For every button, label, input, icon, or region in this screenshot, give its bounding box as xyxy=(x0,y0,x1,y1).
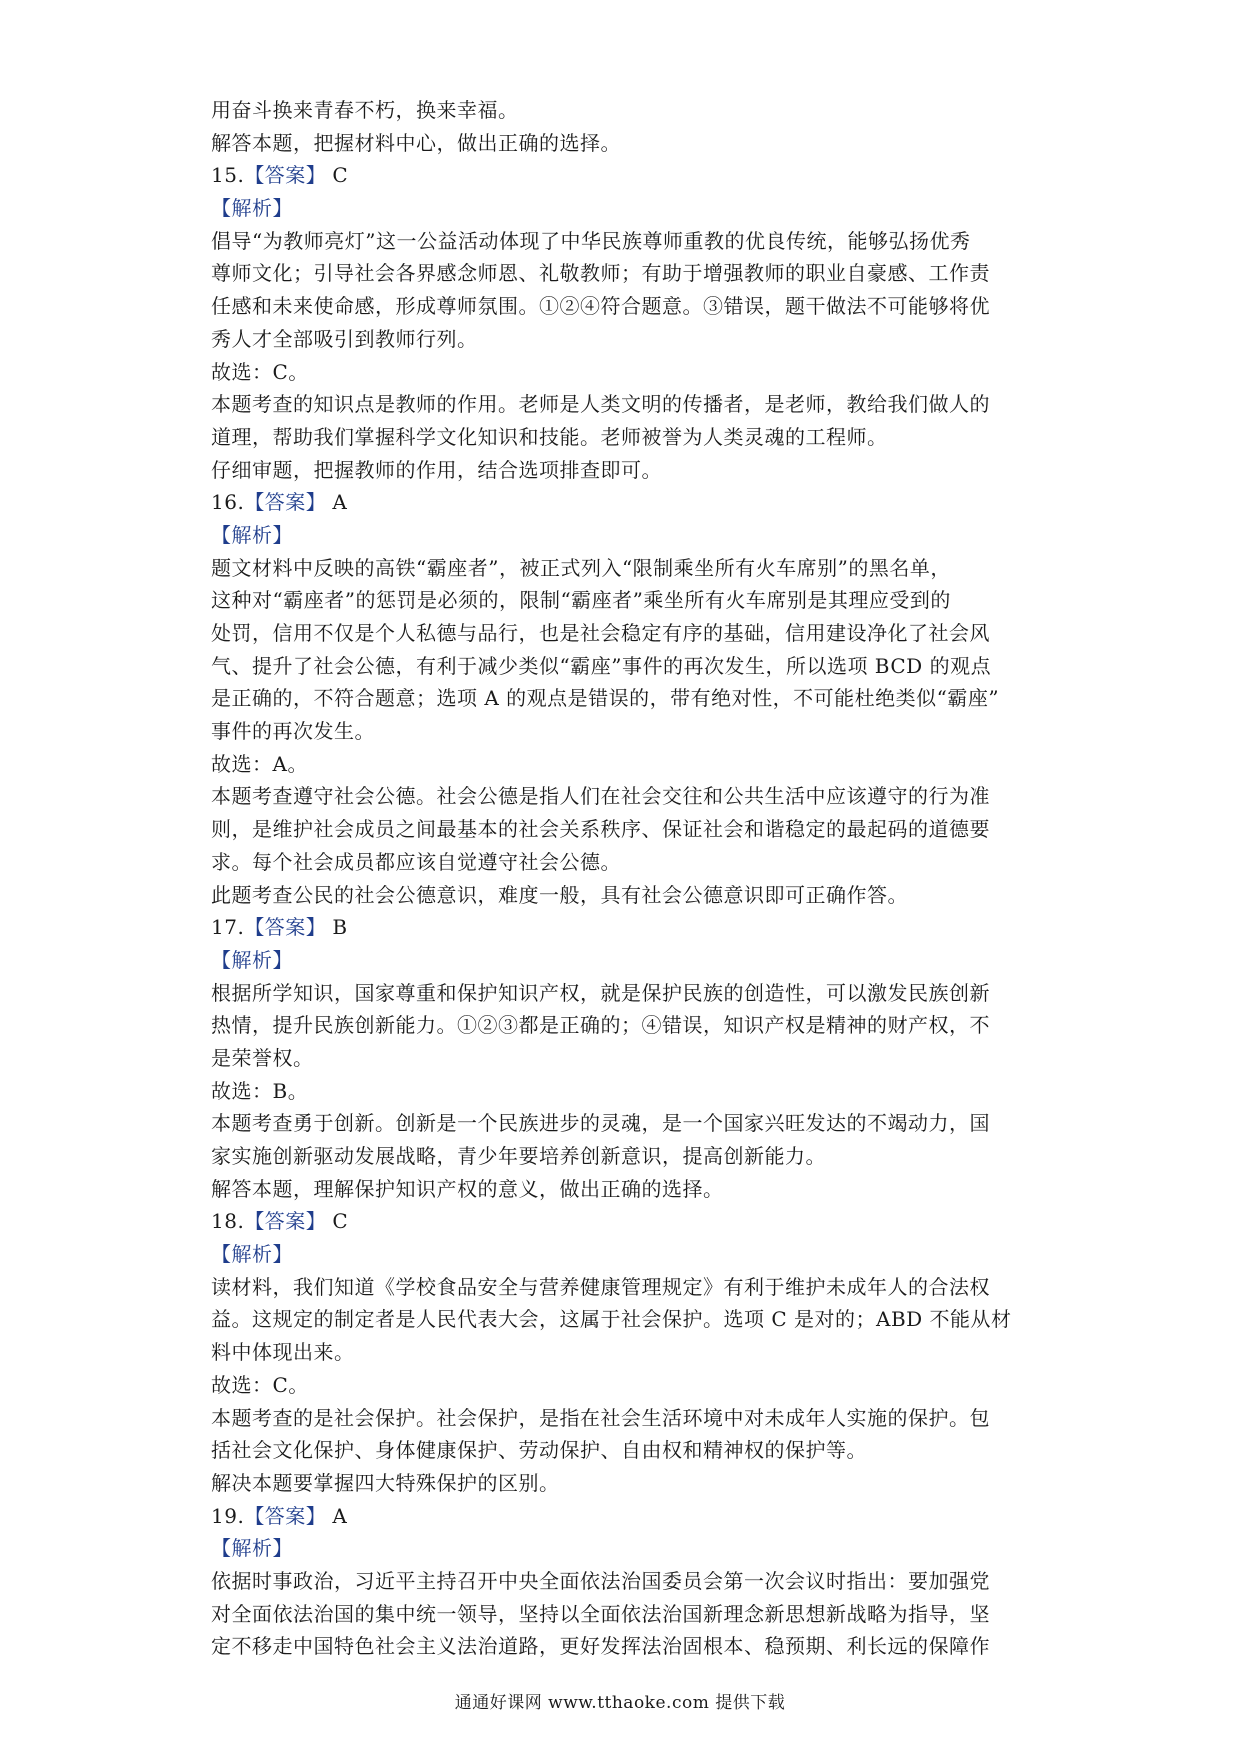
page-footer: 通通好课网 www.tthaoke.com 提供下载 xyxy=(454,1693,786,1713)
text-line: 此题考查公民的社会公德意识，难度一般，具有社会公德意识即可正确作答。 xyxy=(211,882,908,907)
answer-choice: A xyxy=(332,490,348,515)
analysis-heading xyxy=(211,1532,1043,1565)
question-number: 16. xyxy=(211,490,245,515)
answer-heading xyxy=(211,1205,1043,1238)
text-line: 解答本题，把握材料中心，做出正确的选择。 xyxy=(211,130,621,155)
document-body xyxy=(211,94,1043,1663)
text-line: 解答本题，理解保护知识产权的意义，做出正确的选择。 xyxy=(211,1176,724,1201)
text-line: 尊师文化；引导社会各界感念师恩、礼敬教师；有助于增强教师的职业自豪感、工作责 xyxy=(211,261,990,286)
text-line: 故选：C。 xyxy=(211,1372,309,1397)
text-line: 求。每个社会成员都应该自觉遵守社会公德。 xyxy=(211,849,621,874)
analysis-label: 【解析】 xyxy=(211,1242,293,1267)
text-line: 依据时事政治，习近平主持召开中央全面依法治国委员会第一次会议时指出：要加强党 xyxy=(211,1568,990,1593)
text-line: 倡导“为教师亮灯”这一公益活动体现了中华民族尊师重教的优良传统，能够弘扬优秀 xyxy=(211,228,971,253)
text-line: 则，是维护社会成员之间最基本的社会关系秩序、保证社会和谐稳定的最起码的道德要 xyxy=(211,817,990,842)
text-line: 这种对“霸座者”的惩罚是必须的，限制“霸座者”乘坐所有火车席别是其理应受到的 xyxy=(211,588,951,613)
answer-label: 【答案】 xyxy=(244,1209,327,1234)
analysis-label: 【解析】 xyxy=(211,522,293,547)
text-line: 对全面依法治国的集中统一领导，坚持以全面依法治国新理念新思想新战略为指导，坚 xyxy=(211,1601,990,1626)
answer-choice: C xyxy=(332,163,349,188)
text-line: 益。这规定的制定者是人民代表大会，这属于社会保护。选项 C 是对的；ABD 不能从材 xyxy=(211,1307,1012,1332)
text-line: 本题考查的知识点是教师的作用。老师是人类文明的传播者，是老师，教给我们做人的 xyxy=(211,392,990,417)
text-line: 故选：A。 xyxy=(211,751,308,776)
answer-label: 【答案】 xyxy=(244,163,327,188)
analysis-heading xyxy=(211,519,1043,552)
text-line: 料中体现出来。 xyxy=(211,1340,355,1365)
text-line: 任感和未来使命感，形成尊师氛围。①②④符合题意。③错误，题干做法不可能够将优 xyxy=(211,294,990,319)
text-line: 事件的再次发生。 xyxy=(211,719,375,744)
text-line: 仔细审题，把握教师的作用，结合选项排查即可。 xyxy=(211,457,662,482)
text-line: 读材料，我们知道《学校食品安全与营养健康管理规定》有利于维护未成年人的合法权 xyxy=(211,1274,990,1299)
answer-heading xyxy=(211,1500,1043,1533)
text-line: 解决本题要掌握四大特殊保护的区别。 xyxy=(211,1470,560,1495)
answer-choice: B xyxy=(332,915,348,940)
text-line: 本题考查的是社会保护。社会保护，是指在社会生活环境中对未成年人实施的保护。包 xyxy=(211,1405,990,1430)
analysis-heading xyxy=(211,1238,1043,1271)
text-line: 家实施创新驱动发展战略，青少年要培养创新意识，提高创新能力。 xyxy=(211,1144,826,1168)
text-line: 本题考查勇于创新。创新是一个民族进步的灵魂，是一个国家兴旺发达的不竭动力，国 xyxy=(211,1111,990,1136)
question-number: 19. xyxy=(211,1503,245,1528)
question-number: 15. xyxy=(211,163,245,188)
answer-choice: A xyxy=(332,1503,348,1528)
question-number: 17. xyxy=(211,915,245,940)
analysis-label: 【解析】 xyxy=(211,196,293,221)
text-line: 热情，提升民族创新能力。①②③都是正确的；④错误，知识产权是精神的财产权，不 xyxy=(211,1013,990,1038)
answer-heading xyxy=(211,911,1043,944)
text-line: 根据所学知识，国家尊重和保护知识产权，就是保护民族的创造性，可以激发民族创新 xyxy=(211,980,990,1005)
analysis-label: 【解析】 xyxy=(211,947,293,972)
text-line: 题文材料中反映的高铁“霸座者”，被正式列入“限制乘坐所有火车席别”的黑名单， xyxy=(211,555,951,580)
answer-label: 【答案】 xyxy=(244,490,327,515)
text-line: 括社会文化保护、身体健康保护、劳动保护、自由权和精神权的保护等。 xyxy=(211,1438,867,1463)
answer-choice: C xyxy=(332,1209,349,1234)
text-line: 故选：B。 xyxy=(211,1078,309,1103)
text-line: 是荣誉权。 xyxy=(211,1045,314,1070)
text-line: 本题考查遵守社会公德。社会公德是指人们在社会交往和公共生活中应该遵守的行为准 xyxy=(211,784,990,809)
text-line: 故选：C。 xyxy=(211,359,309,384)
analysis-heading xyxy=(211,192,1043,225)
question-number: 18. xyxy=(211,1209,245,1234)
analysis-heading xyxy=(211,944,1043,977)
text-line: 定不移走中国特色社会主义法治道路，更好发挥法治固根本、稳预期、利长远的保障作 xyxy=(211,1634,990,1659)
text-line: 用奋斗换来青春不朽，换来幸福。 xyxy=(211,98,519,122)
answer-label: 【答案】 xyxy=(244,915,327,940)
analysis-label: 【解析】 xyxy=(211,1536,293,1561)
text-line: 道理，帮助我们掌握科学文化知识和技能。老师被誉为人类灵魂的工程师。 xyxy=(211,424,888,449)
text-line: 秀人才全部吸引到教师行列。 xyxy=(211,326,478,351)
text-line: 气、提升了社会公德，有利于减少类似“霸座”事件的再次发生，所以选项 BCD 的观点 xyxy=(211,653,992,678)
answer-heading xyxy=(211,486,1043,519)
answer-heading xyxy=(211,159,1043,192)
text-line: 处罚，信用不仅是个人私德与品行，也是社会稳定有序的基础，信用建设净化了社会风 xyxy=(211,621,990,645)
answer-label: 【答案】 xyxy=(244,1503,327,1528)
text-line: 是正确的，不符合题意；选项 A 的观点是错误的，带有绝对性，不可能杜绝类似“霸座” xyxy=(211,686,1000,711)
